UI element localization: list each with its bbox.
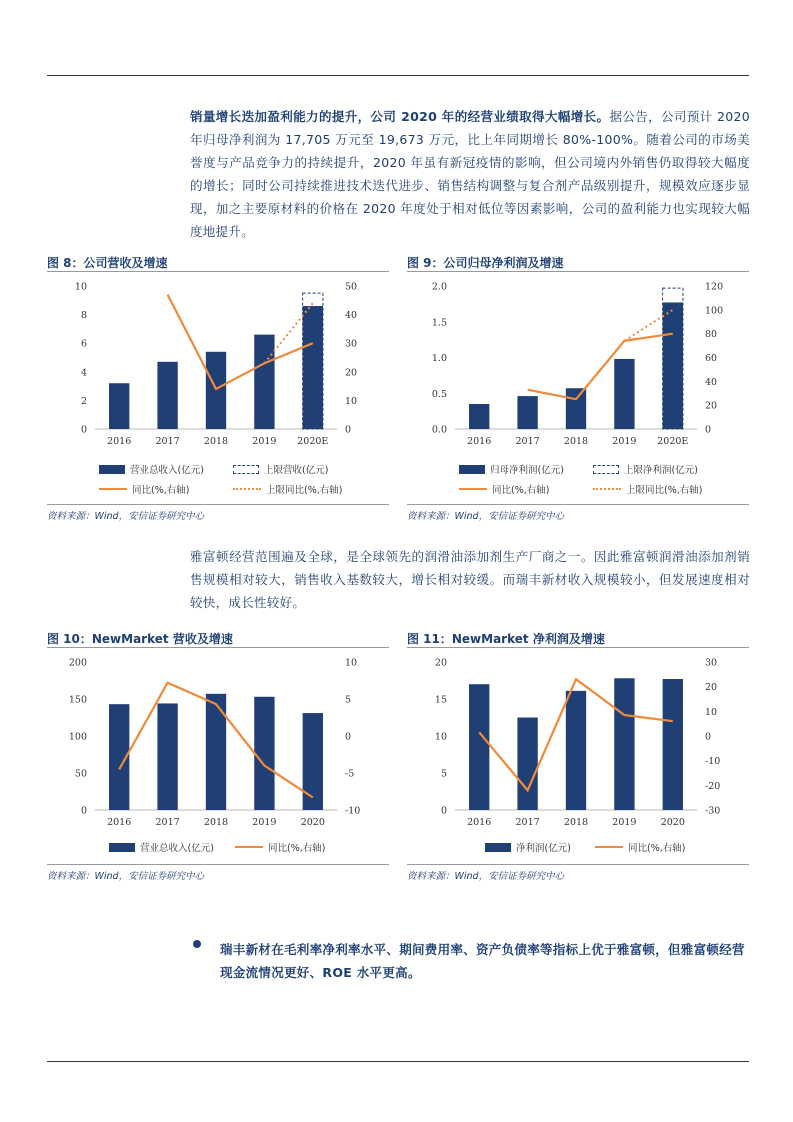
y-tick-label: 200: [68, 657, 87, 669]
bar: [566, 691, 586, 810]
y2-tick-label: 10: [345, 657, 358, 669]
legend-item: [99, 462, 204, 476]
figure-source: 资料来源：Wind，安信证券研究中心: [407, 871, 565, 882]
line-swatch: [459, 488, 487, 490]
y-tick-label: 2.0: [431, 281, 447, 293]
chart-legend: [407, 462, 749, 498]
bar: [614, 678, 634, 810]
legend-item: [459, 482, 549, 496]
y2-tick-label: -10: [705, 756, 721, 768]
legend-label: 上限营收(亿元): [264, 465, 329, 476]
dotted-swatch: [233, 488, 261, 490]
x-tick-label: 2018: [203, 436, 229, 447]
legend-item: [235, 840, 325, 854]
figure-source: 资料来源：Wind，安信证券研究中心: [47, 511, 205, 522]
y2-tick-label: 100: [705, 305, 724, 317]
legend-label: 同比(%,右轴): [628, 843, 686, 854]
legend-label: 营业总收入(亿元): [130, 465, 204, 476]
legend-item: [233, 462, 328, 476]
growth-line: [168, 295, 313, 389]
x-tick-label: 2020E: [297, 436, 329, 447]
legend-label: 上限同比(%,右轴): [626, 485, 703, 496]
bar-swatch: [109, 843, 135, 852]
header-rule: [47, 75, 749, 76]
bar: [206, 352, 226, 429]
y-tick-label: 0: [440, 805, 447, 817]
y2-tick-label: -30: [705, 805, 721, 817]
legend-label: 上限净利润(亿元): [624, 465, 698, 476]
y-tick-label: 0: [80, 805, 87, 817]
y-tick-label: 20: [434, 657, 447, 669]
bar: [157, 362, 177, 429]
x-tick-label: 2020: [660, 817, 685, 828]
legend-item: [485, 840, 571, 854]
y2-tick-label: 60: [705, 353, 718, 364]
figure-title: 图 9：公司归母净利润及增速: [407, 256, 564, 270]
chart-svg: [407, 652, 749, 832]
y2-tick-label: 0: [705, 424, 712, 436]
bar-swatch: [99, 465, 125, 474]
y2-tick-label: -10: [345, 805, 361, 817]
y2-tick-label: 0: [705, 731, 712, 743]
chart-svg: [47, 652, 389, 832]
y-tick-label: 0: [80, 424, 87, 436]
figure-title-rule: [407, 647, 749, 648]
figure-title: 图 11：NewMarket 净利润及增速: [407, 632, 605, 646]
figure-source: 资料来源：Wind，安信证券研究中心: [47, 871, 205, 882]
chart-svg: [407, 276, 749, 451]
y-tick-label: 100: [68, 731, 87, 743]
y-tick-label: 0.5: [431, 388, 447, 400]
x-tick-label: 2020E: [657, 436, 689, 447]
bullet-text: 瑞丰新材在毛利率净利率水平、期间费用率、资产负债率等指标上优于雅富顿，但雅富顿经营现金流情况更好、ROE 水平更高。: [220, 942, 745, 980]
bar: [109, 383, 129, 429]
y2-tick-label: 20: [705, 682, 718, 694]
figure-bottom-rule: [47, 504, 389, 505]
newmarket-profit-chart: [407, 652, 749, 832]
x-tick-label: 2017: [155, 436, 180, 447]
x-tick-label: 2017: [155, 817, 180, 828]
dashed-swatch: [233, 465, 259, 474]
chart-svg: [47, 276, 389, 451]
legend-item: [109, 840, 214, 854]
chart-legend: [47, 462, 389, 498]
bar: [254, 335, 274, 429]
bar: [254, 697, 274, 810]
y2-tick-label: 120: [705, 281, 724, 293]
legend-item: [595, 840, 685, 854]
line-swatch: [99, 488, 127, 490]
figure-title-rule: [47, 271, 389, 272]
bullet-marker: [190, 937, 204, 951]
figure-bottom-rule: [47, 864, 389, 865]
y2-tick-label: 50: [345, 281, 358, 293]
revenue-chart: [47, 276, 389, 451]
bar: [303, 713, 323, 810]
y2-tick-label: 30: [705, 657, 718, 669]
y-tick-label: 2: [80, 395, 87, 407]
legend-label: 归母净利润(亿元): [490, 465, 564, 476]
y-tick-label: 15: [434, 694, 447, 706]
y2-tick-label: 0: [345, 424, 352, 436]
y-tick-label: 4: [80, 367, 87, 379]
legend-label: 上限同比(%,右轴): [266, 485, 343, 496]
legend-label: 同比(%,右轴): [492, 485, 550, 496]
net-profit-chart: [407, 276, 749, 451]
y2-tick-label: 20: [345, 367, 358, 379]
bar: [206, 694, 226, 810]
bar-swatch: [459, 465, 485, 474]
x-tick-label: 2019: [612, 436, 637, 447]
x-tick-label: 2017: [515, 817, 540, 828]
chart-legend: [407, 840, 749, 856]
y2-tick-label: 80: [705, 329, 718, 341]
paragraph-body: 据公告，公司预计 2020 年归母净利润为 17,705 万元至 19,673 万元，比上年同期增长 80%-100%。随着公司的市场美誉度与产品竞争力的持续提升，2020 年虽有新冠疫情的影响，但公司境内外销售仍取得较大幅度的增长；同时公司持续推进技术迭代进步、销售结构调整与复合剂产品级别提升，规模效应逐步显现，加之主要原材料的价格在 2020 年度处于相对低位等因素影响，公司的盈利能力也实现较大幅度地提升。: [190, 109, 750, 239]
y-tick-label: 1.5: [431, 317, 447, 329]
legend-item: [99, 482, 189, 496]
line-swatch: [235, 846, 263, 848]
paragraph-lead: 销量增长迭加盈利能力的提升，公司 2020 年的经营业绩取得大幅增长。: [190, 109, 610, 124]
figure-title-rule: [407, 271, 749, 272]
y2-tick-label: 5: [345, 694, 352, 706]
x-tick-label: 2016: [107, 817, 132, 828]
bar: [303, 306, 323, 429]
bar: [663, 679, 683, 810]
x-tick-label: 2016: [467, 817, 492, 828]
y2-tick-label: 10: [345, 395, 358, 407]
bar: [469, 684, 489, 810]
x-tick-label: 2016: [467, 436, 492, 447]
figure-title-rule: [47, 647, 389, 648]
x-tick-label: 2016: [107, 436, 132, 447]
newmarket-revenue-chart: [47, 652, 389, 832]
bar: [663, 302, 683, 429]
y2-tick-label: -20: [705, 780, 721, 792]
x-tick-label: 2018: [203, 817, 229, 828]
y-tick-label: 50: [74, 768, 87, 780]
x-tick-label: 2018: [563, 436, 589, 447]
y2-tick-label: 20: [705, 400, 718, 412]
y-tick-label: 5: [440, 768, 447, 780]
y-tick-label: 10: [74, 281, 87, 293]
x-tick-label: 2019: [252, 436, 277, 447]
bar: [566, 388, 586, 429]
x-tick-label: 2017: [515, 436, 540, 447]
x-tick-label: 2018: [563, 817, 589, 828]
bar: [469, 404, 489, 429]
y-tick-label: 8: [80, 310, 87, 322]
legend-label: 同比(%,右轴): [268, 843, 326, 854]
y-tick-label: 1.0: [431, 353, 447, 364]
figure-title: 图 10：NewMarket 营收及增速: [47, 632, 233, 646]
y-tick-label: 10: [434, 731, 447, 743]
y2-tick-label: 40: [345, 310, 358, 322]
bar: [157, 703, 177, 810]
x-tick-label: 2019: [612, 817, 637, 828]
growth-line: [528, 334, 673, 400]
y2-tick-label: 0: [345, 731, 352, 743]
bar: [517, 396, 537, 429]
figure-bottom-rule: [407, 504, 749, 505]
dashed-swatch: [593, 465, 619, 474]
bar: [517, 718, 537, 811]
y-tick-label: 6: [80, 338, 87, 350]
dotted-swatch: [593, 488, 621, 490]
figure-bottom-rule: [407, 864, 749, 865]
chart-legend: [47, 840, 389, 856]
y-tick-label: 150: [68, 694, 87, 706]
paragraph-growth: [190, 105, 750, 243]
legend-label: 营业总收入(亿元): [140, 843, 214, 854]
legend-label: 同比(%,右轴): [132, 485, 190, 496]
x-tick-label: 2020: [300, 817, 325, 828]
bar: [614, 359, 634, 429]
line-swatch: [595, 846, 623, 848]
x-tick-label: 2019: [252, 817, 277, 828]
legend-item: [593, 462, 698, 476]
legend-item: [459, 462, 564, 476]
figure-title: 图 8：公司营收及增速: [47, 256, 168, 270]
y2-tick-label: -5: [345, 768, 355, 780]
y2-tick-label: 40: [705, 376, 718, 388]
legend-item: [593, 482, 702, 496]
y-tick-label: 0.0: [431, 424, 447, 436]
legend-label: 净利润(亿元): [516, 843, 571, 854]
paragraph-comparison: 雅富顿经营范围遍及全球，是全球领先的润滑油添加剂生产厂商之一。因此雅富顿润滑油添加剂销售规模相对较大，销售收入基数较大，增长相对较缓。而瑞丰新材收入规模较小，但发展速度相对较快，成长性较好。: [190, 549, 750, 610]
footer-rule: [47, 1061, 749, 1062]
bar-swatch: [485, 843, 511, 852]
legend-item: [233, 482, 342, 496]
figure-source: 资料来源：Wind，安信证券研究中心: [407, 511, 565, 522]
y2-tick-label: 30: [345, 338, 358, 350]
y2-tick-label: 10: [705, 706, 718, 718]
